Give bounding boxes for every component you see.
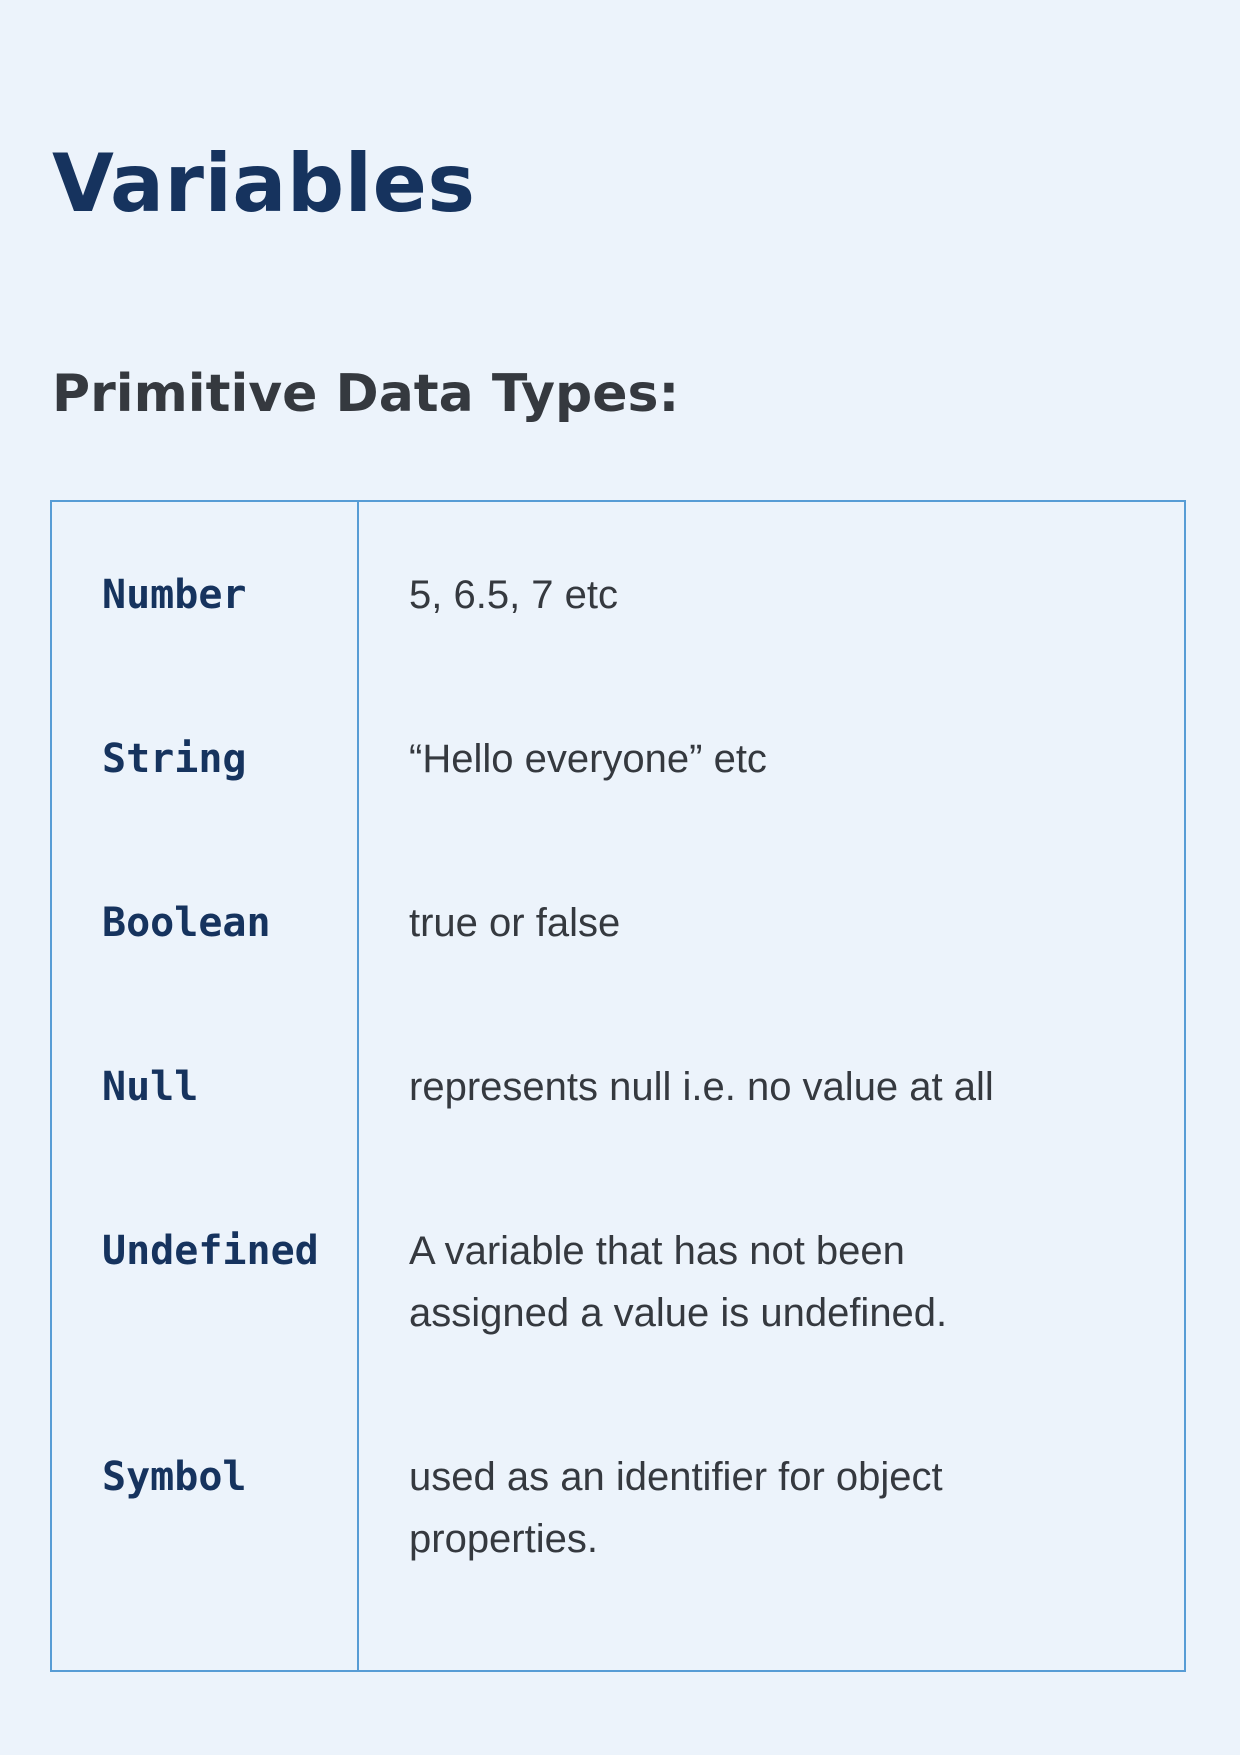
description-cell: used as an identifier for object properties. <box>409 1455 943 1561</box>
table-row <box>52 1220 1184 1344</box>
page-title: Variables <box>52 136 476 230</box>
type-cell: Null <box>102 1064 199 1110</box>
description-cell: represents null i.e. no value at all <box>409 1065 994 1109</box>
primitive-types-table <box>50 500 1186 1672</box>
type-cell: Number <box>102 572 247 618</box>
description-cell: A variable that has not been assigned a value is undefined. <box>409 1229 948 1335</box>
type-cell: Undefined <box>102 1228 319 1274</box>
type-cell: String <box>102 736 247 782</box>
table-row <box>52 1446 1184 1570</box>
section-heading: Primitive Data Types: <box>52 364 680 425</box>
column-divider <box>357 502 359 1670</box>
table-row <box>52 728 1184 790</box>
table-row <box>52 564 1184 626</box>
type-cell: Boolean <box>102 900 271 946</box>
type-cell: Symbol <box>102 1454 247 1500</box>
description-cell: 5, 6.5, 7 etc <box>409 573 619 617</box>
description-cell: “Hello everyone” etc <box>409 737 767 781</box>
table-row <box>52 892 1184 954</box>
table-row <box>52 1056 1184 1118</box>
description-cell: true or false <box>409 901 621 945</box>
